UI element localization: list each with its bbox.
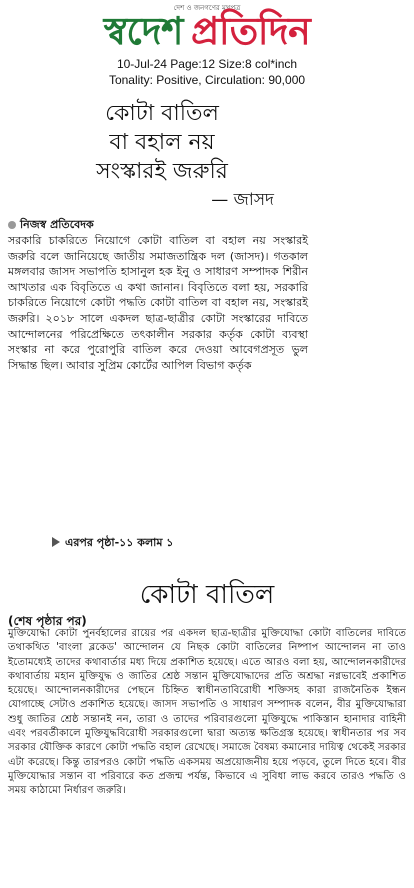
newspaper-tagline: দেশ ও জনগণের মুখপত্র <box>173 4 241 12</box>
headline-line-3: সংস্কারই জরুরি <box>96 159 228 184</box>
continuation-note <box>52 534 173 553</box>
play-triangle-icon <box>52 537 60 547</box>
article-2 <box>6 577 408 882</box>
clipping-tonality-line: Tonality: Positive, Circulation: 90,000 <box>108 73 306 87</box>
article-2-subhead: (শেষ পৃষ্ঠার পর) <box>8 614 87 628</box>
article-1 <box>6 99 406 554</box>
continuation-text: এরপর পৃষ্ঠা-১১ কলাম ১ <box>65 536 174 549</box>
headline-line-1: কোটা বাতিল <box>105 101 219 126</box>
logo-word-1: স্বদেশ <box>103 9 184 53</box>
article-2-headline: কোটা বাতিল <box>139 580 275 610</box>
article-1-body: সরকারি চাকরিতে নিয়োগে কোটা বাতিল বা বহাল নয় সংস্কারই জরুরি বলে জানিয়েছে জাতীয় সমাজতান্ত্রিক দল (জাসদ)। গতকাল মঙ্গলবার জাসদ সভাপতি হাসানুল হক ইনু ও সাধারণ সম্পাদক শিরীন আখতার এক বিবৃতিতে এ কথা জানান। বিবৃতিতে বলা হয়, সরকারি চাকরিতে নিয়োগে কোটা পদ্ধতি কোটা বাতিল বা বহাল নয়, সংস্কারই জরুরি। ২০১৮ সালে একদল ছাত্র-ছাত্রীর কোটা সংস্কারের দাবিতে আন্দোলনের পরিপ্রেক্ষিতে তৎকালীন সরকার কর্তৃক কোটা ব্যবস্থা সংস্কার না করে পুরোপুরি বাতিল করে দেওয়া আবেগপ্রসূত ভুল সিদ্ধান্ত ছিল। আবার সুপ্রিম কোর্টের আপিল বিভাগ কর্তৃক <box>8 234 308 372</box>
masthead <box>0 0 414 90</box>
headline-attribution: — জাসদ <box>211 190 274 210</box>
newspaper-logo <box>0 9 414 53</box>
reporter-name: নিজস্ব প্রতিবেদক <box>20 218 94 231</box>
bullet-icon <box>8 221 16 229</box>
logo-word-2: প্রতিদিন <box>191 9 311 53</box>
clipping-info-line: 10-Jul-24 Page:12 Size:8 col*inch <box>116 57 298 71</box>
article-1-headline <box>32 99 292 215</box>
article-2-body: মুক্তিযোদ্ধা কোটা পুনর্বহালের রায়ের পর একদল ছাত্র-ছাত্রীর মুক্তিযোদ্ধা কোটা বাতিলের দাবিতে তথাকথিত 'বাংলা ব্লকেড' আন্দোলন যে নিছক কোটা বাতিলের নিষ্পাপ আন্দোলন না তাও ইতোমধ্যেই তাদের কথাবার্তার মধ্য দিয়ে প্রকাশিত হয়েছে। এতে আরও বলা হয়, আন্দোলনকারীদের কথাবার্তায় মহান মুক্তিযুদ্ধ ও জাতির শ্রেষ্ঠ সন্তান মুক্তিযোদ্ধাদের প্রতি অশ্রদ্ধা নগ্নভাবেই প্রকাশিত হয়েছে। আন্দোলনকারীদের পেছনে চিহ্নিত স্বাধীনতাবিরোধী শক্তিসহ কারা রাজনৈতিক ইন্ধন যোগাচ্ছে সেটাও প্রকাশিত হয়েছে। জাসদ সভাপতি ও সাধারণ সম্পাদক বলেন, বীর মুক্তিযোদ্ধারা শুধু জাতির শ্রেষ্ঠ সন্তানই নন, তারা ও তাদের পরিবারগুলো মুক্তিযুদ্ধে পাকিস্তান হানাদার বাহিনী এবং পরবর্তীকালে মুক্তিযুদ্ধবিরোধী সরকারগুলো দ্বারা অত্যন্ত ক্ষতিগ্রস্ত হয়েছে। স্বাধীনতার পর সব সরকার যৌক্তিক কারণে কোটা পদ্ধতি বহাল রেখেছে। সমাজে বৈষম্য কমানোর দায়িত্ব থেকেই সরকার এটা করেছে। কিন্তু তারপরও কোটা পদ্ধতি একসময় অপ্রয়োজনীয় হয়ে পড়বে, তুলে দিতে হবে। বীর মুক্তিযোদ্ধার সন্তান বা পরিবারে কত প্রজন্ম পর্যন্ত, কিভাবে এ সুবিধা লাভ করবে তারও পদ্ধতি ও সময় কাঠামো নির্ধারণ জরুরি। <box>8 628 406 797</box>
headline-line-2: বা বহাল নয় <box>109 130 215 155</box>
